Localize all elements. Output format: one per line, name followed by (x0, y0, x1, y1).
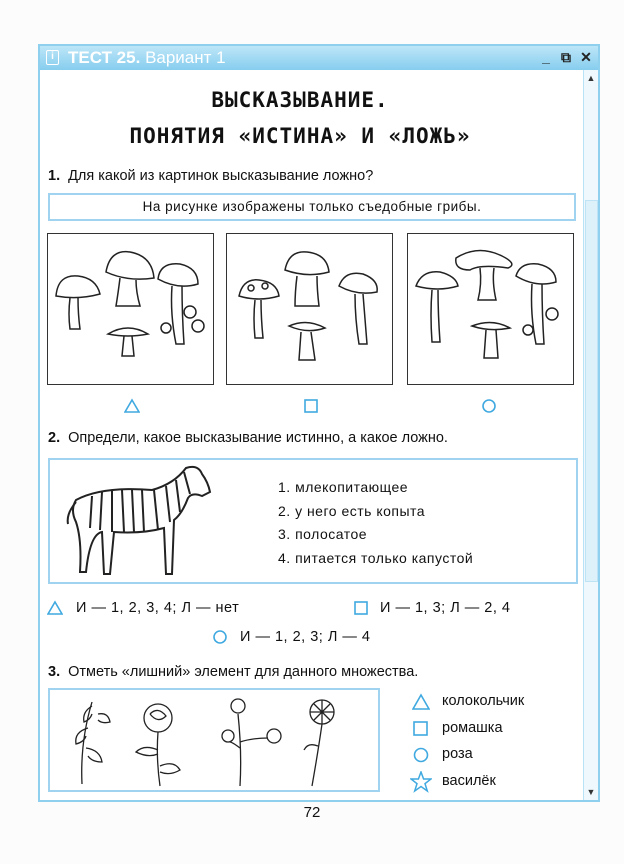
question-1: 1. Для какой из картинок высказывание ложно? (48, 168, 374, 184)
minimize-button[interactable]: _ (542, 49, 550, 65)
triangle-option-icon[interactable] (412, 693, 430, 711)
square-option-icon[interactable] (303, 398, 319, 414)
vertical-scrollbar[interactable] (583, 70, 598, 800)
test-number: ТЕСТ 25. (68, 48, 141, 67)
flower-option-chamomile[interactable]: ромашка (412, 720, 430, 742)
mushrooms-illustration (48, 234, 215, 386)
page-subtitle: ПОНЯТИЯ «ИСТИНА» И «ЛОЖЬ» (129, 124, 471, 148)
statement-item: 4. питается только капустой (278, 549, 474, 566)
maximize-button[interactable]: ⧉ (561, 49, 571, 65)
zebra-box (48, 458, 578, 584)
page-number: 72 (303, 804, 321, 821)
square-option-icon[interactable] (412, 720, 430, 738)
window-title (68, 48, 226, 68)
circle-option-icon[interactable] (481, 398, 497, 414)
mushrooms-illustration (227, 234, 394, 386)
circle-option-icon[interactable] (412, 746, 430, 764)
statement-item: 3. полосатое (278, 526, 368, 542)
star-option-icon[interactable] (410, 771, 432, 793)
circle-option-icon[interactable] (212, 629, 228, 645)
flower-option-rose[interactable]: роза (412, 746, 430, 768)
triangle-option-icon[interactable] (124, 398, 140, 414)
flower-option-bell[interactable]: колокольчик (412, 693, 430, 715)
question-3: 3. Отметь «лишний» элемент для данного множества. (48, 664, 419, 680)
flowers-box (48, 688, 380, 792)
answer-option-a[interactable]: И — 1, 2, 3, 4; Л — нет (76, 600, 240, 616)
title-bar (40, 46, 598, 70)
square-option-icon[interactable] (353, 600, 369, 616)
statement-item: 1. млекопитающее (278, 479, 409, 495)
scroll-thumb[interactable] (585, 200, 598, 582)
answer-option-b[interactable]: И — 1, 3; Л — 2, 4 (380, 600, 511, 616)
zebra-statements (278, 476, 473, 570)
statement-item: 2. у него есть копыта (278, 502, 426, 519)
scroll-up-icon[interactable]: ▲ (586, 73, 596, 83)
close-button[interactable]: ✕ (580, 49, 592, 65)
mushroom-picture-3 (407, 233, 574, 385)
mushrooms-illustration (408, 234, 575, 386)
page-title: ВЫСКАЗЫВАНИЕ. (211, 88, 389, 112)
info-icon[interactable]: i (46, 50, 59, 65)
mushroom-picture-1 (47, 233, 214, 385)
test-variant: Вариант 1 (145, 48, 226, 67)
zebra-illustration (62, 462, 222, 580)
mushroom-picture-2 (226, 233, 393, 385)
scroll-down-icon[interactable]: ▼ (586, 787, 596, 797)
question-2: 2. Определи, какое высказывание истинно, а какое ложно. (48, 430, 448, 446)
flowers-illustration (52, 692, 378, 790)
answer-option-c[interactable]: И — 1, 2, 3; Л — 4 (240, 629, 371, 645)
statement-box: На рисунке изображены только съедобные грибы. (48, 193, 576, 221)
triangle-option-icon[interactable] (47, 600, 63, 616)
flower-option-cornflower[interactable]: василёк (412, 771, 432, 797)
